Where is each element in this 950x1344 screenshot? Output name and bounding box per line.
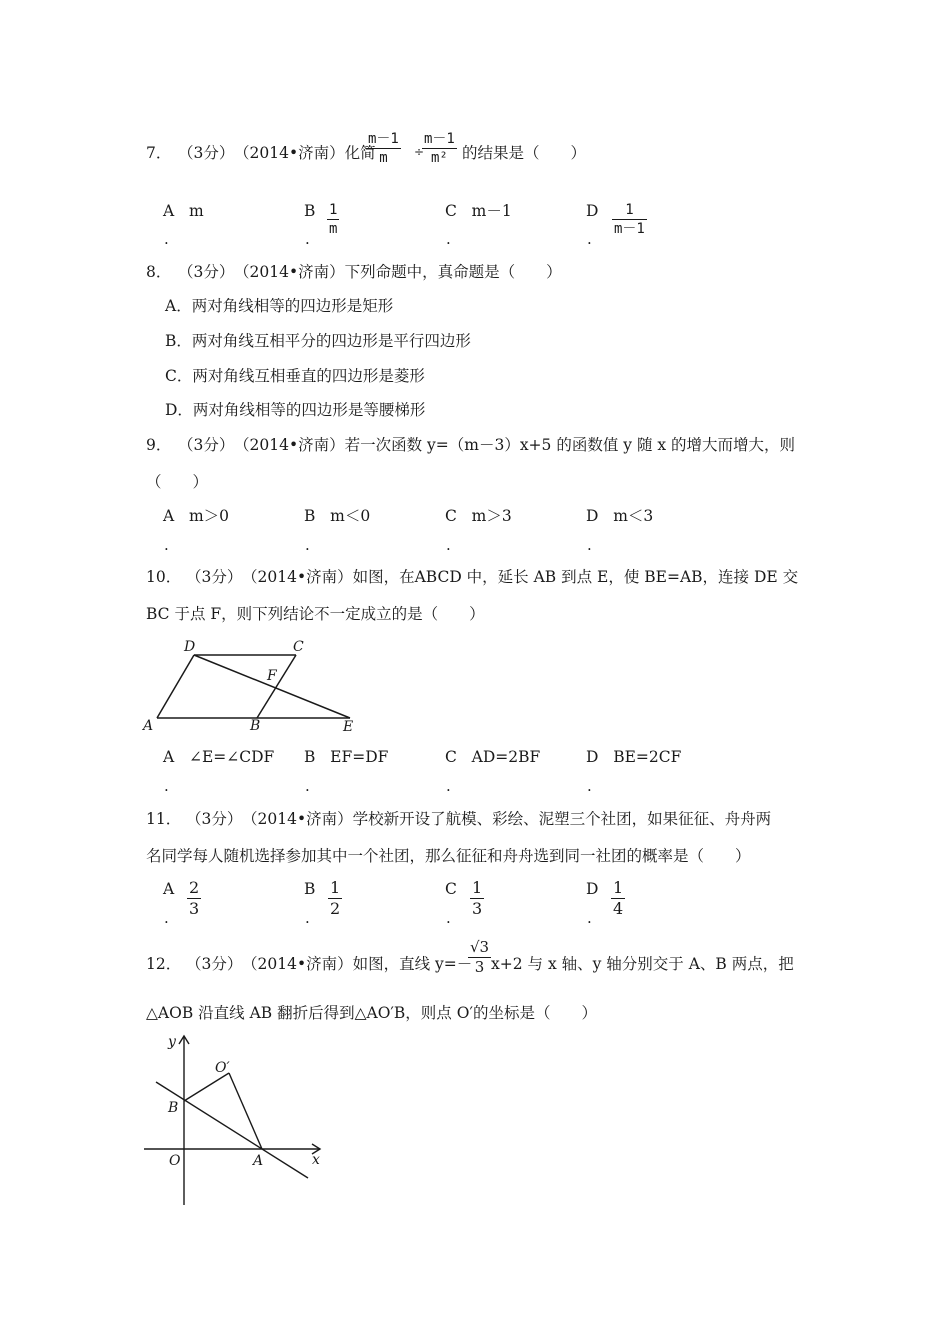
- q12-stem-tail: x+2 与 x 轴、y 轴分别交于 A、B 两点，把: [491, 955, 794, 973]
- q9-option-b: B m＜0: [304, 507, 371, 525]
- option-dot: .: [305, 909, 310, 927]
- label-o-prime: O′: [215, 1060, 230, 1076]
- q8-stem: （2014•济南）下列命题中，真命题是（ ）: [234, 263, 562, 281]
- q8-score: （3分）: [178, 263, 235, 281]
- q10-stem-line2: BC 于点 F，则下列结论不一定成立的是（ ）: [146, 605, 485, 623]
- option-dot: .: [164, 777, 169, 795]
- q7-number: 7．: [146, 144, 172, 162]
- option-dot: .: [446, 536, 451, 554]
- segment-bo-prime: [184, 1073, 229, 1101]
- q10-option-a: A ∠E=∠CDF: [163, 748, 275, 766]
- q11-stem: （2014•济南）学校新开设了航模、彩绘、泥塑三个社团，如果征征、舟舟两: [242, 810, 772, 828]
- label-f: F: [267, 668, 277, 684]
- q11-option-b-letter: B: [304, 880, 316, 898]
- q10-number: 10．: [146, 568, 182, 586]
- q12-number: 12．: [146, 955, 182, 973]
- option-dot: .: [446, 230, 451, 248]
- q8-option-a: A．两对角线相等的四边形是矩形: [165, 297, 394, 315]
- label-e: E: [343, 719, 354, 735]
- label-a: A: [253, 1153, 264, 1169]
- label-y: y: [168, 1034, 176, 1050]
- q10-option-b: B EF=DF: [304, 748, 389, 766]
- option-dot: .: [305, 536, 310, 554]
- option-dot: .: [305, 230, 310, 248]
- q7-option-b-fraction: 1 m: [329, 202, 338, 237]
- q9-score: （3分）: [178, 436, 235, 454]
- q10-score: （3分）: [186, 568, 243, 586]
- option-dot: .: [587, 909, 592, 927]
- q9-option-c: C m＞3: [445, 507, 512, 525]
- option-dot: .: [305, 777, 310, 795]
- q7-option-a: A m: [163, 202, 204, 220]
- q11-option-a-letter: A: [163, 880, 175, 898]
- q7-option-d-letter: D: [586, 202, 599, 220]
- label-d: D: [184, 639, 196, 655]
- option-dot: .: [446, 777, 451, 795]
- option-dot: .: [446, 909, 451, 927]
- q7-option-b-letter: B: [304, 202, 316, 220]
- q12-slope-fraction: √3 3: [470, 938, 490, 976]
- q11-option-a-fraction: 2 3: [189, 878, 200, 918]
- q12-stem-line2: △AOB 沿直线 AB 翻折后得到△AO′B，则点 O′的坐标是（ ）: [146, 1004, 597, 1022]
- q8-option-d: D．两对角线相等的四边形是等腰梯形: [165, 401, 426, 419]
- q11-option-b-fraction: 1 2: [330, 878, 341, 918]
- segment-cb: [257, 655, 296, 718]
- label-c: C: [293, 639, 304, 655]
- q7-fraction-1: m－1 m: [368, 131, 399, 166]
- label-b: B: [168, 1100, 179, 1116]
- q11-option-c-letter: C: [445, 880, 457, 898]
- segment-da: [157, 655, 194, 718]
- q10-option-c: C AD=2BF: [445, 748, 541, 766]
- q12-score: （3分）: [186, 955, 243, 973]
- q7-fraction-2: m－1 m²: [424, 131, 455, 166]
- option-dot: .: [587, 230, 592, 248]
- segment-de: [194, 655, 350, 718]
- q8-option-c: C．两对角线互相垂直的四边形是菱形: [165, 367, 425, 385]
- q12-coordinate-figure: [140, 1030, 330, 1210]
- q10-option-d: D BE=2CF: [586, 748, 682, 766]
- option-dot: .: [587, 777, 592, 795]
- segment-o-prime-a: [229, 1073, 262, 1149]
- q9-option-d: D m＜3: [586, 507, 654, 525]
- q8-option-b: B．两对角线互相平分的四边形是平行四边形: [165, 332, 471, 350]
- q11-stem-line2: 名同学每人随机选择参加其中一个社团，那么征征和舟舟选到同一社团的概率是（ ）: [146, 847, 751, 865]
- q9-stem-line2: （ ）: [146, 473, 209, 491]
- label-b: B: [250, 718, 261, 734]
- q7-option-d-fraction: 1 m－1: [614, 202, 645, 237]
- option-dot: .: [164, 230, 169, 248]
- q7-score: （3分）: [178, 144, 235, 162]
- q12-stem-head: （2014•济南）如图，直线 y=－: [242, 955, 473, 973]
- q7-source: （2014•济南）化简: [234, 144, 376, 162]
- option-dot: .: [164, 536, 169, 554]
- q10-parallelogram-figure: [140, 634, 365, 736]
- q11-number: 11．: [146, 810, 182, 828]
- q9-option-a: A m＞0: [163, 507, 230, 525]
- option-dot: .: [164, 909, 169, 927]
- q11-score: （3分）: [186, 810, 243, 828]
- q11-option-d-fraction: 1 4: [613, 878, 624, 918]
- q8-number: 8．: [146, 263, 172, 281]
- label-a: A: [143, 718, 154, 734]
- q7-stem-tail: 的结果是（ ）: [462, 144, 587, 162]
- q10-stem: （2014•济南）如图，在ABCD 中，延长 AB 到点 E，使 BE=AB，连接 DE 交: [242, 568, 799, 586]
- label-o: O: [169, 1153, 181, 1169]
- option-dot: .: [587, 536, 592, 554]
- q7-operator: ÷: [414, 145, 425, 159]
- q11-option-d-letter: D: [586, 880, 599, 898]
- q11-option-c-fraction: 1 3: [472, 878, 483, 918]
- q9-stem: （2014•济南）若一次函数 y=（m－3）x+5 的函数值 y 随 x 的增大而增大，则: [234, 436, 796, 454]
- label-x: x: [312, 1152, 320, 1168]
- q7-option-c: C m－1: [445, 202, 512, 220]
- q9-number: 9．: [146, 436, 172, 454]
